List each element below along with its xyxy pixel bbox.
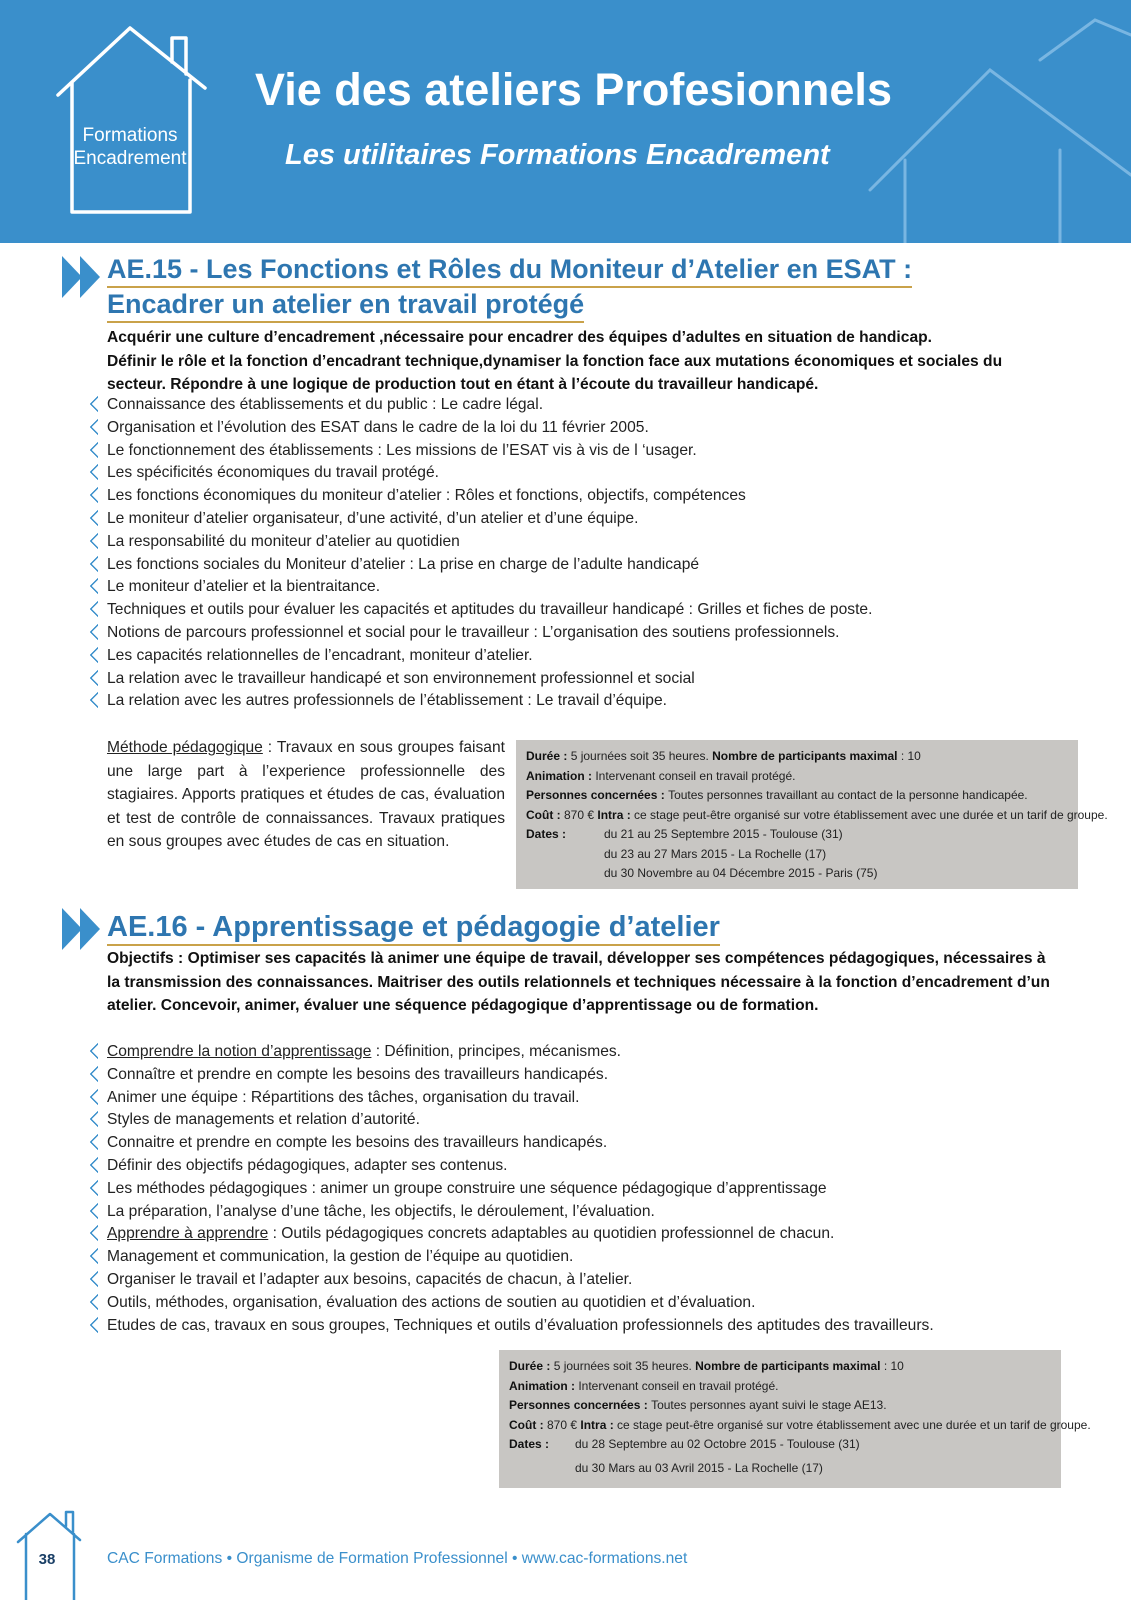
intro-line: secteur. Répondre à une logique de production tout en étant à l’écoute du travailleur handicapé. [107, 376, 819, 393]
intro-line: Définir le rôle et la fonction d’encadrant technique,dynamiser la fonction face aux mutations économiques et sociales du [107, 352, 1003, 370]
list-item: Les fonctions économiques du moniteur d’atelier : Rôles et fonctions, objectifs, compétences [107, 485, 872, 508]
list-item: Connaissance des établissements et du public : Le cadre légal. [107, 394, 872, 417]
list-item [107, 1041, 934, 1064]
date-entry: du 30 Mars au 03 Avril 2015 - La Rochelle (17) [575, 1460, 823, 1475]
participants-label: Nombre de participants maximal [712, 749, 898, 763]
info-box-ae16 [499, 1350, 1091, 1488]
list-item: Connaître et prendre en compte les besoins des travailleurs handicapés. [107, 1064, 934, 1087]
participants-value: : 10 [880, 1359, 904, 1373]
animation-value: Intervenant conseil en travail protégé. [595, 768, 796, 783]
date-entry: du 30 Novembre au 04 Décembre 2015 - Paris (75) [604, 866, 878, 880]
logo-line-1: Formations [82, 125, 178, 146]
list-item: Les fonctions sociales du Moniteur d’atelier : La prise en charge de l’adulte handicapé [107, 554, 872, 577]
double-chevron-icon [62, 908, 102, 950]
intra-label: Intra : [597, 807, 635, 822]
cost-label: Coût : [509, 1417, 547, 1432]
duration-label: Durée : [509, 1359, 554, 1373]
dates-label: Dates : [509, 1437, 550, 1451]
list-item-underlined: Comprendre la notion d’apprentissage [107, 1043, 372, 1060]
teaching-method-label: Méthode pédagogique [107, 739, 263, 756]
section-title-line-1: AE.15 - Les Fonctions et Rôles du Moniteur d’Atelier en ESAT : [107, 253, 912, 288]
footer-text: CAC Formations • Organisme de Formation Professionnel • www.cac-formations.net [107, 1550, 688, 1567]
list-item-text: : Définition, principes, mécanismes. [371, 1043, 622, 1060]
audience-label: Personnes concernées : [509, 1398, 652, 1412]
page-number: 38 [38, 1551, 56, 1568]
audience-label: Personnes concernées : [526, 788, 669, 802]
date-entry: du 21 au 25 Septembre 2015 - Toulouse (31) [604, 827, 843, 841]
audience-value: Toutes personnes travaillant au contact de la personne handicapée. [668, 788, 1028, 802]
audience-value: Toutes personnes ayant suivi le stage AE13. [651, 1398, 887, 1412]
page-title: Vie des ateliers Profesionnels [255, 64, 892, 115]
animation-label: Animation : [509, 1378, 579, 1393]
double-chevron-icon [62, 256, 102, 298]
list-item: Le fonctionnement des établissements : Les missions de l’ESAT vis à vis de l ‘usager. [107, 440, 872, 463]
list-item: Notions de parcours professionnel et social pour le travailleur : L’organisation des soutiens professionnels. [107, 622, 872, 645]
dates-label: Dates : [526, 827, 567, 841]
page-header [0, 0, 1131, 243]
list-item: La préparation, l’analyse d’une tâche, les objectifs, le déroulement, l’évaluation. [107, 1201, 934, 1224]
intro-line: atelier. Concevoir, animer, évaluer une séquence pédagogique d’apprentissage ou de formation. [107, 997, 819, 1014]
teaching-method-text: : Travaux en sous groupes faisant une large part à l’experience professionnelle des stagiaires. Apports pratiques et études de cas, évaluation et test de contrôle de connaissances. Travaux pratiques en sous groupes avec études de cas en situation. [107, 739, 505, 850]
list-item: Management et communication, la gestion de l’équipe au quotidien. [107, 1246, 934, 1269]
list-item: La relation avec le travailleur handicapé et son environnement professionnel et social [107, 668, 872, 691]
participants-value: : 10 [897, 749, 921, 763]
duration-value: 5 journées soit 35 heures. [570, 749, 713, 763]
list-item [107, 1223, 934, 1246]
section-title-ae16 [107, 911, 720, 946]
program-list-ae16 [107, 1041, 934, 1337]
list-item: Le moniteur d’atelier organisateur, d’une activité, d’un atelier et d’une équipe. [107, 508, 872, 531]
duration-value: 5 journées soit 35 heures. [553, 1359, 696, 1373]
list-item: Définir des objectifs pédagogiques, adapter ses contenus. [107, 1155, 934, 1178]
list-item: Animer une équipe : Répartitions des tâches, organisation du travail. [107, 1087, 934, 1110]
house-outline-icon [0, 0, 1131, 243]
list-item: Les capacités relationnelles de l’encadrant, moniteur d’atelier. [107, 645, 872, 668]
intro-line: Acquérir une culture d’encadrement ,nécessaire pour encadrer des équipes d’adultes en situation de handicap. [107, 329, 932, 346]
intra-label: Intra : [580, 1417, 618, 1432]
section-intro-ae16 [107, 947, 1067, 1018]
list-item: La relation avec les autres professionnels de l’établissement : Le travail d’équipe. [107, 690, 872, 713]
teaching-method [107, 736, 505, 854]
list-item: Les méthodes pédagogiques : animer un groupe construire une séquence pédagogique d’apprentissage [107, 1178, 934, 1201]
date-entry: du 23 au 27 Mars 2015 - La Rochelle (17) [604, 846, 827, 861]
participants-label: Nombre de participants maximal [695, 1359, 881, 1373]
list-item: Organisation et l’évolution des ESAT dans le cadre de la loi du 11 février 2005. [107, 417, 872, 440]
list-item: Organiser le travail et l’adapter aux besoins, capacités de chacun, à l’atelier. [107, 1269, 934, 1292]
list-item: Outils, méthodes, organisation, évaluation des actions de soutien au quotidien et d’évaluation. [107, 1292, 934, 1315]
list-item: Les spécificités économiques du travail protégé. [107, 462, 872, 485]
logo-line-2: Encadrement [73, 148, 187, 169]
list-item-text: : Outils pédagogiques concrets adaptables au quotidien professionnel de chacun. [268, 1225, 835, 1243]
list-item: Etudes de cas, travaux en sous groupes, Techniques et outils d’évaluation professionnels des aptitudes des travailleurs. [107, 1315, 934, 1338]
section-title-ae15 [107, 253, 912, 323]
intro-line: la transmission des connaissances. Maitriser des outils relationnels et techniques nécessaire à la fonction d’encadrement d’un [107, 973, 1050, 991]
section-title-line-2: Encadrer un atelier en travail protégé [107, 288, 584, 323]
intra-value: ce stage peut-être organisé sur votre établissement avec une durée et un tarif de groupe. [634, 807, 1108, 822]
cost-value: 870 € [547, 1417, 581, 1432]
duration-label: Durée : [526, 749, 571, 763]
section-intro-ae15 [107, 326, 1037, 397]
cost-label: Coût : [526, 807, 564, 822]
list-item: La responsabilité du moniteur d’atelier au quotidien [107, 531, 872, 554]
list-item-underlined: Apprendre à apprendre [107, 1225, 269, 1243]
date-entry: du 28 Septembre au 02 Octobre 2015 - Toulouse (31) [575, 1437, 860, 1451]
list-item: Styles de managements et relation d’autorité. [107, 1109, 934, 1132]
info-box-ae15 [516, 740, 1108, 889]
animation-label: Animation : [526, 768, 596, 783]
intra-value: ce stage peut-être organisé sur votre établissement avec une durée et un tarif de groupe. [617, 1417, 1091, 1432]
list-item: Connaitre et prendre en compte les besoins des travailleurs handicapés. [107, 1132, 934, 1155]
cost-value: 870 € [564, 807, 598, 822]
list-item: Techniques et outils pour évaluer les capacités et aptitudes du travailleur handicapé : Grilles et fiches de poste. [107, 599, 872, 622]
program-list-ae15 [107, 394, 872, 713]
section-title-line: AE.16 - Apprentissage et pédagogie d’atelier [107, 911, 720, 946]
intro-line: Objectifs : Optimiser ses capacités là animer une équipe de travail, développer ses compétences pédagogiques, nécessaires à [107, 950, 1046, 967]
list-item: Le moniteur d’atelier et la bientraitance. [107, 576, 872, 599]
page-subtitle: Les utilitaires Formations Encadrement [285, 139, 830, 171]
animation-value: Intervenant conseil en travail protégé. [578, 1378, 779, 1393]
